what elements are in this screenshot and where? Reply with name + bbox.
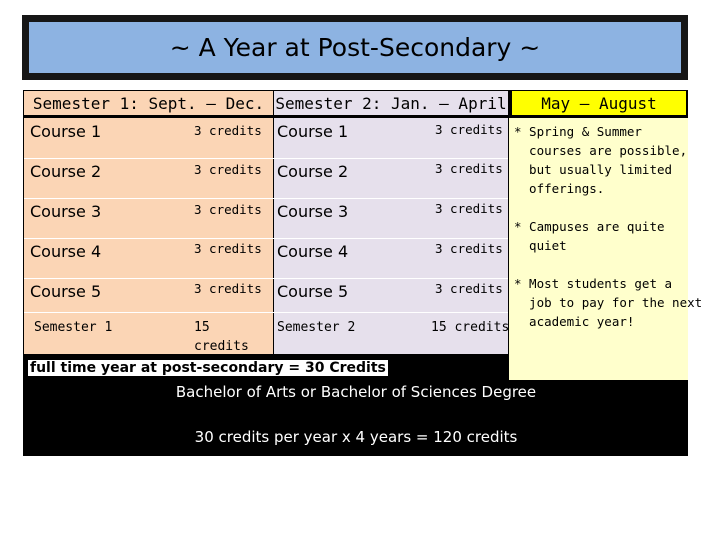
- page-title: ~ A Year at Post-Secondary ~: [169, 33, 541, 62]
- row-divider: [24, 198, 508, 199]
- credits-calculation: 30 credits per year x 4 years = 120 credits: [194, 428, 518, 446]
- sem1-total-credits-unit: credits: [194, 339, 249, 354]
- row-divider: [24, 158, 508, 159]
- sem1-credits-4: 3 credits: [194, 241, 262, 256]
- sem2-total-credits: 15 credits: [431, 320, 510, 335]
- sem2-credits-1: 3 credits: [435, 122, 503, 137]
- sem1-course-2: Course 2: [30, 162, 102, 181]
- row-divider: [24, 312, 508, 313]
- sem1-total-label: Semester 1: [34, 320, 113, 335]
- full-time-total: full time year at post-secondary = 30 Credits: [30, 360, 386, 376]
- header-semester-2: Semester 2: Jan. – April: [274, 91, 508, 115]
- header-summer: May – August: [512, 91, 686, 115]
- sem2-course-1: Course 1: [277, 122, 349, 141]
- title-banner: [22, 15, 688, 80]
- sem2-credits-2: 3 credits: [435, 161, 503, 176]
- semester-2-column: [274, 118, 508, 354]
- summer-note-campuses: * Campuses are quite quiet: [514, 219, 665, 253]
- sem2-course-2: Course 2: [277, 162, 349, 181]
- sem1-credits-3: 3 credits: [194, 202, 262, 217]
- sem1-course-1: Course 1: [30, 122, 102, 141]
- sem1-credits-5: 3 credits: [194, 281, 262, 296]
- sem1-course-3: Course 3: [30, 202, 102, 221]
- sem1-total-credits-number: 15: [194, 320, 210, 335]
- sem2-course-5: Course 5: [277, 282, 349, 301]
- summer-note-courses: * Spring & Summer courses are possible, but usually limited offerings.: [514, 124, 688, 196]
- sem2-total-label: Semester 2: [277, 320, 356, 335]
- sem1-course-5: Course 5: [30, 282, 102, 301]
- row-divider: [24, 238, 508, 239]
- title-banner-inner: [29, 22, 681, 73]
- header-semester-1: Semester 1: Sept. – Dec.: [24, 91, 273, 115]
- summer-note-jobs: * Most students get a job to pay for the academic year!: [514, 276, 673, 329]
- sem2-credits-3: 3 credits: [435, 201, 503, 216]
- row-divider: [24, 278, 508, 279]
- sem2-credits-4: 3 credits: [435, 241, 503, 256]
- sem2-course-4: Course 4: [277, 242, 349, 261]
- sem1-credits-1: 3 credits: [194, 123, 262, 138]
- semester-1-column: [24, 118, 273, 354]
- sem1-credits-2: 3 credits: [194, 162, 262, 177]
- sem2-course-3: Course 3: [277, 202, 349, 221]
- degree-text: Bachelor of Arts or Bachelor of Sciences Degree: [175, 383, 537, 401]
- sem1-course-4: Course 4: [30, 242, 102, 261]
- sem2-credits-5: 3 credits: [435, 281, 503, 296]
